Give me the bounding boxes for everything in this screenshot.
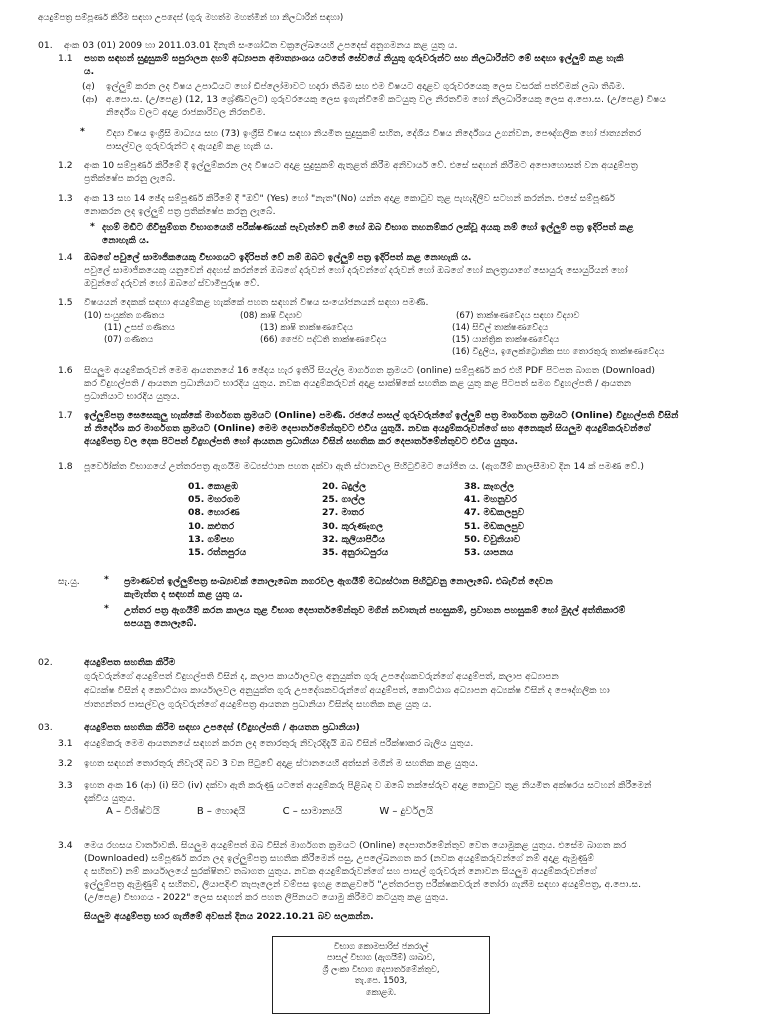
subject-item: (14) සිවිල් තාක්ෂණවේදය: [452, 323, 549, 333]
item-1-3-note: නොහැකි ය.: [102, 235, 150, 246]
section-02-line: ගුරුවරුන්ගේ අයදුම්පත් විදුහල්පති විසින් ද, කලාප කාර්යාලවල අනුයුක්ත ගුරු උපදේශකවරුන්ගේ අයදුම්පත්, කලාප අධ්‍යාපන: [84, 671, 559, 682]
subject-item: (08) කෘෂි විද්‍යාව: [240, 311, 302, 321]
sub-item-text: නිර්දේශ වලට අදාළ රාජකාරිවල නිරතවීම.: [106, 107, 266, 118]
item-3-4-line: ඉල්ලුම්පත්‍ර ඇමුණුම් ද සහිතව, ලියාපදිංචි තැපෑලෙන් වම්පස ඉහළ කෙළවරේ "උත්තරපත්‍ර පරීක්ෂකවරුන් තෝරා ගැනීම සඳහා අයදුම්පත්‍ර, අ.පො.ස.: [84, 879, 642, 890]
item-1-5-line: විෂයයන් දෙකක් සඳහා අයදුම්කළ හැක්කේ පහත සඳහන් විෂය සංයෝජනයන් සඳහා පමණි.: [84, 297, 429, 308]
note-text: පාසල්වල ගුරුවරුන්ට ද ඇයදුම් කළ හැකි ය.: [106, 141, 274, 152]
note-line: උත්තර පත්‍ර ඇගයීම් කරන කාලය තුළ විභාග දෙපාර්තමේන්තුව මගින් නවාතැන් පහසුකම්, ප්‍රවාහන පහසුකම් හෝ මුදල් අත්තිකාරම්: [124, 605, 626, 616]
item-3-2-number: 3.2: [58, 758, 73, 769]
item-3-4-number: 3.4: [58, 840, 73, 851]
note-label: සැ.යු.: [58, 576, 80, 587]
centre-item: 32. කුලියාපිටිය: [322, 533, 386, 545]
grade-b: B – හොඳයි: [196, 806, 246, 817]
item-3-3-number: 3.3: [58, 780, 73, 791]
note-line: සපයනු නොලැබේ.: [124, 618, 197, 629]
subject-item: (11) උසස් ගණිතය: [104, 323, 175, 333]
address-box: [272, 936, 490, 1014]
sub-item-text: ඉල්ලුම් කරන ලද විෂය උපාධියට හෝ ඩිප්ලෝමාවට හදාරා තිබීම සහ එම විෂයට අදාළව ගුරුවරයෙකු ලෙස වසරක් පත්වීමක් ලබා තිබීම.: [106, 81, 625, 92]
centre-item: 27. මාතර: [322, 507, 365, 519]
centre-item: 10. කළුතර: [188, 520, 235, 532]
item-1-4-number: 1.4: [58, 252, 73, 263]
grade-a: A – විශිෂ්ටයි: [106, 806, 160, 817]
star-marker: *: [104, 574, 109, 585]
address-line: පාසල් විභාග (ඇගයීම්) ශාඛාව,: [326, 952, 436, 963]
item-1-7-line: අයදුම්පත්‍ර වල දෙක පිටපත් විදුහල්පති හෝ ආයතන ප්‍රධානියා විසින් සහතික කර දෙපාර්තමේන්තුවට එවිය යුතුය.: [84, 436, 518, 447]
address-line: ශ්‍රී ලංකා විභාග දෙපාර්තමේන්තුව,: [322, 963, 440, 974]
grade-legend: [106, 806, 467, 817]
item-1-6-line: ප්‍රධානියාට භාරදිය යුතුය.: [84, 391, 180, 402]
section-02-number: 02.: [38, 657, 53, 668]
item-1-4-line: පවුලේ සාමාජිකයෙකු යනුවෙන් අදහස් කරන්නේ ඔබගේ දරුවන් හෝ දරුවන්ගේ දරුවන් හෝ ඔබගේ හෝ කලත්‍රයාගේ සොයුරු සොයුරියන් හෝ: [84, 265, 628, 276]
subject-item: (16) විදුලිය, ඉලෙක්ට්‍රොනික සහ තොරතුරු තාක්ෂණවේදය: [452, 347, 665, 357]
item-1-3-note: දහම් මඩිට ගිවිසුම්ගත විභාගයෙහි පරීක්ෂණයක් පැවැත්වේ නම් හෝ ඔබ විභාග තහනම්කර ලක්වූ අයකු නම් හෝ ඉල්ලුම් පත්‍ර ඉදිරිපත් කළ: [102, 222, 634, 233]
item-3-4-line: (උ/පෙළ) විභාගය - 2022" ලෙස සඳහන් කර පහත ලිපිනයට යොමු කිරීමට කටයුතු කළ යුතුය.: [84, 892, 449, 903]
centre-item: 51. මඩකලපුව: [464, 520, 525, 532]
address-line: විභාග කොමසාරිස් ජනරාල්: [333, 941, 429, 951]
address-line: තැ.පෙ. 1503,: [354, 975, 408, 986]
centre-item: 08. හොරණ: [188, 507, 240, 519]
centre-item: 50. චවුනියාව: [464, 533, 521, 545]
sub-item-marker: (අ): [82, 81, 95, 92]
item-1-2-line: අංක 10 සම්පූර්ණ කිරීමේ දී ඉල්ලුම්කරන ලද විෂයට අදාළ සුදුසුකම් ඇතුළත් කිරීම අනිවාර්ය වේ. එසේ සඳහන් කිරීමට අපොහොසත් වන අයදුම්පත්‍ර: [84, 160, 638, 171]
deadline-notice: සියලුම අයදුම්පත්‍ර භාර ගැනීමේ අවසන් දිනය 2022.10.21 බව සලකන්න.: [84, 911, 374, 922]
grade-w: W – දුර්වලයි: [379, 806, 434, 817]
centres-column: [322, 480, 388, 559]
subject-item: (67) තාක්ෂණවේදය සඳහා විද්‍යාව: [456, 311, 580, 321]
item-1-7-line: ඉල්ලුම්පත්‍ර සෙසෙකුලු හැක්කේ මාර්ගගත ක්‍රමයට (Online) පමණි. රජයේ පාසල් ගුරුවරුන්ගේ ඉල්ලුම් පත්‍ර මාර්ගගත ක්‍රමයට (Online) විදුහල්පති විසින්: [84, 410, 679, 421]
item-1-7-number: 1.7: [58, 410, 73, 421]
centre-item: 01. කොළඹ: [188, 481, 239, 492]
item-1-2-line: ප්‍රතික්ෂේප කරනු ලැබේ.: [84, 173, 176, 184]
section-03-number: 03.: [38, 722, 53, 733]
item-1-4-line: ඔබගේ පවුලේ සාමාජිකයෙකු විභාගයට ඉදිරිපත් වේ නම් ඔබට ඉල්ලුම් පත්‍ර ඉදිරිපත් කළ නොහැකි ය.: [84, 252, 472, 263]
section-02-line: ජාත්‍යන්තර පාසල්වල ගුරුවරුන්ගේ අයදුම්පත්‍ර ආයතන ප්‍රධානියා විසින්ද සහතික කළ යුතු ය.: [84, 699, 432, 710]
item-1-5-number: 1.5: [58, 297, 73, 308]
item-1-1-number: 1.1: [58, 53, 73, 64]
star-marker: *: [90, 221, 95, 232]
item-1-6-line: සියලුම අයදුම්කරුවන් මෙම ආයතනයේ 16 ඡේදය හැර ඉතිරි සියල්ල මාර්ගගත ක්‍රමයට (online) සම්පූර්ණ කර එහි PDF පිටපත බාගත (Download): [84, 365, 655, 376]
item-3-4-line: මෙය රහසය වාර්තාවකි. සියලුම අයදුම්පත් ඔබ විසින් මාර්ගගත ක්‍රමයට (Online) දෙපාර්තමේන්තුව වෙත යොමුකළ යුතුය. එසේම බාගත කර: [84, 840, 627, 851]
item-1-7-line: න් නිර්දේශ කර මාර්ගගත ක්‍රමයට (Online) මෙම දෙපාර්තමේන්තුවට එවිය යුතුයි. නවක අයදුම්කරුවන්ගේ සහ අනෙකුත් සියලුම අයදුම්කරුවන්ගේ: [84, 423, 651, 434]
item-3-2-text: ඉහත සඳහන් තොරතුරු නිවැරදි බව 3 වන පිටුවේ අදාළ ස්ථානයෙහි අත්සන් මගින් ම සහතික කළ යුතුය.: [84, 758, 479, 769]
sub-item-text: අ.පො.ස. (උ/පෙළ) (12, 13 ශ්‍රේණිවලට) ගුරුවරයෙකු ලෙස ඉගැන්වීමේ කටයුතු වල නිරතවීම හෝ නිලධාරියෙකු ලෙස අ.පො.ස. (උ/පෙළ) විෂය: [106, 94, 666, 105]
item-1-3-line: අංක 13 සහ 14 ඡේද සම්පූර්ණ කිරීමේ දී "ඔව්" (Yes) හෝ "නැත"(No) යන්න අදාළ කොටුව තුළ පැහැදිලිව සටහන් කරන්න. එසේ සම්පූර්ණ: [84, 193, 615, 204]
centre-item: 35. අනුරාධපුරය: [322, 547, 389, 559]
address-line: කොළඹ.: [365, 986, 397, 997]
note-line: ප්‍රමාණවත් ඉල්ලුම්පත්‍ර සංඛ්‍යාවක් නොලැබෙන නගරවල ඇගයීම් මධ්‍යස්ථාන පිහිටුවනු නොලැබේ. එබැවින් දෙවන: [124, 576, 553, 587]
item-1-1-line: පහත සඳහන් සුදුසුකම් සපුරාලන දහම් අධ්‍යාපන අමාත්‍යාංශය යටතේ සේවයේ නියුතු ගුරුවරුන්ට සහ නිලධාරීන්ට මේ සඳහා ඉල්ලුම් කළ හැකි: [84, 53, 624, 64]
grade-c: C – සාමාන්‍යයි: [282, 806, 343, 817]
item-1-4-line: ඔවුන්ගේ දරුවන් හෝ ඔබගේ ස්වාමිපුරුෂ වේ.: [84, 278, 260, 289]
subject-item: (15) යාන්ත්‍රික තාක්ෂණවේදය: [452, 335, 560, 345]
item-1-6-number: 1.6: [58, 365, 73, 376]
page-heading: අයදුම්පත්‍ර සම්පූර්ණ කිරීම සඳහා උපදෙස් (ගුරු මහත්ම මහත්මීන් හා නිලධාරීන් සඳහා): [38, 13, 344, 23]
section-01-line: අංක 03 (01) 2009 හා 2011.03.01 දිනැති සංශෝධිත චක්‍රලේඛයෙහි උපදෙස් අනුගමනය කළ යුතු ය.: [64, 40, 458, 51]
item-3-1-number: 3.1: [58, 738, 73, 749]
item-3-3-line: ඉහත අංක 16 (ආ) (i) සිට (iv) දක්වා ඇති කරුණු යටතේ අයදුම්කරු පිළිබඳ ව ඔබේ තක්සේරුව අදාළ කොටුව තුළ නියමිත අක්ෂරය සටහන් කිරීමෙන්: [84, 780, 652, 791]
section-02-title: අයදුම්පත සහතික කිරීම: [84, 657, 176, 668]
item-1-8-number: 1.8: [58, 461, 73, 472]
centre-item: 20. බදුල්ල: [322, 481, 367, 492]
item-1-3-line: නොකරන ලද ඉල්ලුම් පත්‍ර ප්‍රතික්ෂේප කරනු ලැබේ.: [84, 206, 276, 217]
section-02-line: අධ්‍යක්ෂ විසින් ද කොට්ඨාශ කාර්යාලවල අනුයුක්ත ගුරු උපදේශකවරුන්ගේ අයදුම්පත්, කොට්ඨාශ අධ්‍යාපන අධ්‍යක්ෂ විසින් ද පෞද්ගලික හා: [84, 685, 610, 696]
item-3-3-line: දැක්විය යුතුය.: [84, 793, 136, 804]
centre-item: 13. ගම්පහ: [188, 533, 235, 545]
section-01-number: 01.: [38, 40, 53, 51]
centre-item: 41. මහනුවර: [464, 494, 517, 506]
sub-item-marker: (ආ): [82, 94, 98, 105]
centre-item: 30. කුරුණෑගල: [322, 520, 384, 532]
subject-item: (07) ගණිතය: [104, 335, 154, 345]
item-3-1-text: අයදුම්කරු මෙම ආයතනයේ සඳහන් කරන ලද තොරතුරු නිවැරදිදැයි ඔබ විසින් පරීක්ෂාකර බැලිය යුතුය.: [84, 738, 474, 749]
subject-item: (66) ජෛව පද්ධති තාක්ෂණවේදය: [260, 335, 387, 345]
centre-item: 15. රත්නපුරය: [188, 547, 247, 559]
star-marker: *: [104, 603, 109, 614]
item-3-4-line: (Downloaded) සම්පූර්ණ කරන ලද ඉල්ලුම්පත්‍ර සහතික කිරීමෙන් පසු, උපලේඛනගත කර (නවක අයදුම්කරුවන්ගේ නම් අදාළ ඇමුණුම්: [84, 853, 594, 864]
note-line: කැමැත්ත ද සඳහන් කළ යුතු ය.: [124, 589, 243, 600]
item-1-1-line: ය.: [84, 66, 95, 77]
centre-item: 38. කෑගල්ල: [464, 481, 515, 492]
star-marker: *: [80, 126, 85, 137]
item-1-3-number: 1.3: [58, 193, 73, 204]
centres-column: [464, 480, 524, 559]
subject-item: (10) සංයුක්ත ගණිතය: [84, 311, 165, 321]
note-text: විද්‍යා විෂය ඉංග්‍රීසි මාධ්‍යය සහ (73) ඉංග්‍රීසි විෂය සඳහා නියමිත සුදුසුකම් සහිත, දේශීය විෂය නිර්දේශය උගන්වන, පෞද්ගලික හෝ ජාත්‍යන්තර: [106, 128, 642, 139]
item-1-8-line: පූර්වෝක්ත විභාගයේ උත්තරපත්‍ර ඇගයීම මධ්‍යස්ථාන පහත දක්වා ඇති ස්ථානවල පිහිටුවීමට යෝජිත ය. (ඇගයීම් කාලසීමාව දින 14 ක් පමණ වේ.): [84, 461, 644, 472]
section-03-title: අයදුම්පත සහතික කිරීම සඳහා උපදෙස් (විදුහල්පති / ආයතන ප්‍රධානියා): [84, 722, 360, 733]
centre-item: 47. මඩකලපුව: [464, 507, 525, 519]
subject-item: (13) කෘෂි තාක්ෂණවේදය: [260, 323, 354, 333]
centres-column: [188, 480, 246, 559]
centre-item: 05. මහරගම: [188, 494, 241, 506]
centre-item: 25. ගාල්ල: [322, 494, 366, 506]
centre-item: 53. යාපනය: [464, 547, 514, 559]
item-1-2-number: 1.2: [58, 160, 73, 171]
item-3-4-line: ද සහිතව) නම් කාර්යාලයේ සුරක්ෂිතව තබාගත යුතුය. නවක අයදුම්කරුවන්ගේ සහ පාසල් ගුරුවරුන් නොවන සියලුම අයදුම්කරුවන්ගේ: [84, 866, 597, 877]
item-1-6-line: කර විදුහල්පති / ආයතන ප්‍රධානියාට භාරදිය යුතුය. නවක අයදුම්කරුවන් අදාළ සාක්ෂිකේ සහතික කළ යුතු කළ පිටපත් සමග විදුහල්පති / ආයතන: [84, 378, 632, 389]
